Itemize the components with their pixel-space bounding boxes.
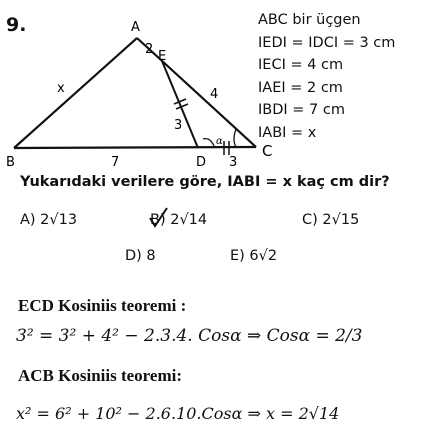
length-ab-label: x <box>57 81 65 96</box>
option-d[interactable]: D) 8 <box>125 248 156 264</box>
angle-arc-d <box>203 139 214 146</box>
vertex-a-label: A <box>131 20 140 35</box>
angle-arc-c <box>234 129 236 147</box>
vertex-d-label: D <box>196 155 207 170</box>
length-ae-label: 2 <box>145 42 154 57</box>
triangle-figure <box>0 0 435 170</box>
solution-line-2: x² = 6² + 10² − 2.6.10.Cosα ⇒ x = 2√14 <box>16 404 340 423</box>
segment-ed <box>162 61 198 148</box>
vertex-b-label: B <box>6 155 15 170</box>
question-text: Yukarıdaki verilere göre, IABI = x kaç cm dir? <box>20 174 390 190</box>
vertex-e-label: E <box>158 49 167 64</box>
given-line-5: IBDI = 7 cm <box>258 102 345 118</box>
length-ec-label: 4 <box>210 87 219 102</box>
checkmark-icon <box>148 206 170 230</box>
tick-ed <box>174 99 188 109</box>
given-line-1: ABC bir üçgen <box>258 12 361 28</box>
solution-section-2-title: ACB Kosiniis teoremi: <box>18 366 183 385</box>
angle-alpha-label: α <box>216 136 223 147</box>
length-dc-label: 3 <box>229 155 238 170</box>
given-line-2: IEDI = IDCI = 3 cm <box>258 35 396 51</box>
given-line-6: IABI = x <box>258 125 317 141</box>
option-b[interactable]: B) 2√14 <box>150 212 208 228</box>
vertex-c-label: C <box>262 142 273 160</box>
length-bd-label: 7 <box>111 155 120 170</box>
question-number: 9. <box>6 14 27 36</box>
solution-line-1: 3² = 3² + 4² − 2.3.4. Cosα ⇒ Cosα = 2/3 <box>16 326 363 346</box>
side-ac <box>137 38 256 147</box>
option-a[interactable]: A) 2√13 <box>20 212 78 228</box>
option-c[interactable]: C) 2√15 <box>302 212 360 228</box>
side-bc <box>14 147 256 148</box>
length-ed-label: 3 <box>174 118 183 133</box>
side-ab <box>14 38 137 148</box>
given-line-4: IAEI = 2 cm <box>258 80 343 96</box>
given-line-3: IECI = 4 cm <box>258 57 344 73</box>
solution-section-1-title: ECD Kosiniis teoremi : <box>18 296 187 315</box>
option-e[interactable]: E) 6√2 <box>230 248 278 264</box>
